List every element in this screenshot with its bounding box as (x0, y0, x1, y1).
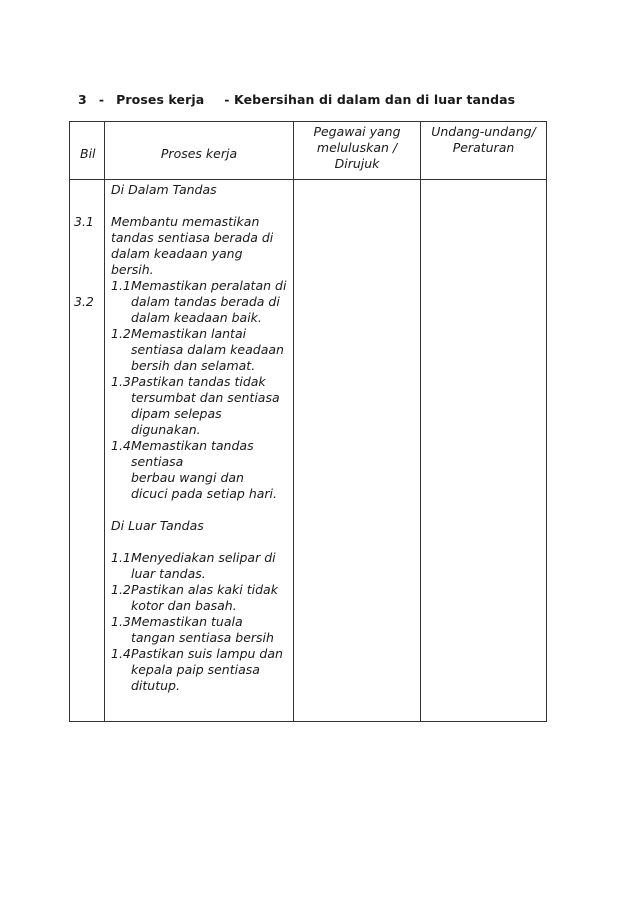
item-text (131, 614, 274, 646)
intro-line: Membantu memastikan (111, 214, 260, 229)
section-title: Di Luar Tandas (111, 518, 204, 533)
item-text-line: dipam selepas (131, 406, 222, 421)
list-item (111, 550, 293, 582)
pegawai-column (294, 180, 421, 722)
item-number: 1.1 (111, 550, 131, 565)
spacer (74, 246, 104, 262)
item-text-line: dalam tandas berada di (131, 294, 280, 309)
spacer (74, 262, 104, 278)
section-dash: - (98, 92, 105, 107)
item-text-line: bersih dan selamat. (131, 358, 256, 373)
item-text-line: Memastikan tandas (131, 438, 254, 453)
section-title: Proses kerja (116, 92, 205, 107)
header-undang-line: Peraturan (452, 140, 515, 155)
item-text-line: Menyediakan selipar di (131, 550, 276, 565)
list-item (111, 582, 293, 614)
header-undang-undang (421, 122, 547, 180)
item-text (131, 374, 280, 438)
item-text-line: sentiasa (131, 454, 184, 469)
section-subtitle: - Kebersihan di dalam dan di luar tandas (224, 92, 516, 107)
section-number: 3 (78, 92, 87, 107)
undang-column (421, 180, 547, 722)
header-pegawai-line: meluluskan / (316, 140, 398, 155)
item-text (131, 550, 276, 582)
item-number: 1.2 (111, 326, 131, 341)
spacer (74, 230, 104, 246)
section-number: 3.1 (74, 214, 94, 229)
item-text-line: digunakan. (131, 422, 201, 437)
item-number: 1.3 (111, 374, 131, 389)
header-pegawai-line: Dirujuk (334, 156, 380, 171)
item-text-line: Memastikan lantai (131, 326, 247, 341)
process-column (105, 180, 294, 722)
list-item (111, 438, 293, 502)
spacer (111, 534, 293, 550)
header-pegawai-line: Pegawai yang (313, 124, 401, 139)
item-text-line: tangan sentiasa bersih (131, 630, 274, 645)
bil-column (70, 180, 105, 722)
header-proses-kerja: Proses kerja (105, 122, 294, 180)
item-text-line: Memastikan peralatan di (131, 278, 287, 293)
item-text-line: kotor dan basah. (131, 598, 237, 613)
item-text (131, 582, 278, 614)
item-number: 1.3 (111, 614, 131, 629)
item-number: 1.4 (111, 646, 131, 661)
item-text-line: tersumbat dan sentiasa (131, 390, 280, 405)
spacer (111, 502, 293, 518)
item-text (131, 326, 284, 374)
item-text-line: berbau wangi dan (131, 470, 244, 485)
item-text-line: sentiasa dalam keadaan (131, 342, 284, 357)
list-item (111, 326, 293, 374)
process-table (69, 121, 547, 722)
spacer (74, 278, 104, 294)
spacer (111, 198, 293, 214)
item-number: 1.2 (111, 582, 131, 597)
intro-line: dalam keadaan yang (111, 246, 243, 261)
header-pegawai (294, 122, 421, 180)
header-bil: Bil (70, 122, 105, 180)
item-text-line: Pastikan tandas tidak (131, 374, 266, 389)
spacer (74, 198, 104, 214)
item-text-line: ditutup. (131, 678, 180, 693)
intro-line: bersih. (111, 262, 154, 277)
item-text (131, 278, 286, 326)
body-row (70, 180, 547, 722)
list-item (111, 614, 293, 646)
item-text-line: Pastikan alas kaki tidak (131, 582, 278, 597)
item-text-line: Memastikan tuala (131, 614, 243, 629)
item-text (131, 646, 283, 694)
header-undang-line: Undang-undang/ (431, 124, 536, 139)
item-text-line: dalam keadaan baik. (131, 310, 262, 325)
item-text-line: dicuci pada setiap hari. (131, 486, 277, 501)
spacer (74, 182, 104, 198)
section-number: 3.2 (74, 294, 94, 309)
item-number: 1.1 (111, 278, 131, 293)
item-text (131, 438, 277, 502)
item-text-line: kepala paip sentiasa (131, 662, 260, 677)
section-title: Di Dalam Tandas (111, 182, 217, 197)
header-row (70, 122, 547, 180)
item-text-line: luar tandas. (131, 566, 206, 581)
section-heading (78, 92, 515, 107)
list-item (111, 374, 293, 438)
list-item (111, 646, 293, 694)
list-item (111, 278, 293, 326)
intro-line: tandas sentiasa berada di (111, 230, 274, 245)
item-text-line: Pastikan suis lampu dan (131, 646, 283, 661)
item-number: 1.4 (111, 438, 131, 453)
